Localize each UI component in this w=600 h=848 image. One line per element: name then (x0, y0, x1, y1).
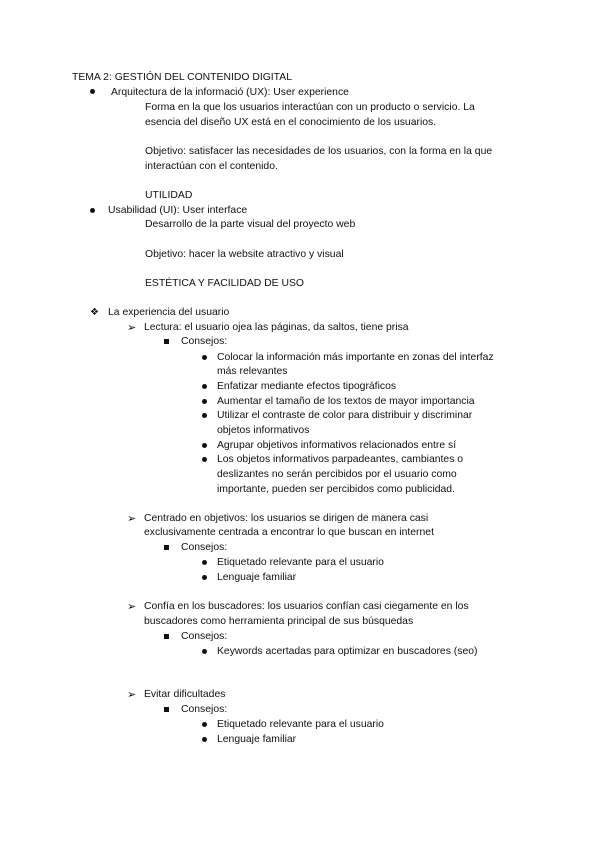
ux-objective-line: Objetivo: satisfacer las necesidades de los usuarios, con la forma en la que (145, 146, 493, 157)
bullet-dot-icon (202, 384, 207, 389)
consejos-label: Consejos: (181, 631, 228, 642)
list-item: importante, pueden ser percibidos como publicidad. (217, 484, 455, 495)
square-bullet-icon (164, 634, 169, 639)
list-item: Colocar la información más importante en zonas del interfaz (217, 352, 494, 363)
arrow-bullet-icon: ➢ (127, 600, 137, 613)
bullet-dot-icon (202, 355, 207, 360)
bullet-dot-icon (202, 575, 207, 580)
experience-heading: La experiencia del usuario (108, 307, 230, 318)
ux-paragraph-line: Forma en la que los usuarios interactúan con un producto o servicio. La (145, 102, 475, 113)
arrow-bullet-icon: ➢ (127, 688, 137, 701)
list-item: Agrupar objetivos informativos relacionados entre sí (217, 440, 457, 451)
confia-heading: Confía en los buscadores: los usuarios confían casi ciegamente en los (144, 601, 469, 612)
consejos-label: Consejos: (181, 704, 228, 715)
arrow-bullet-icon: ➢ (127, 512, 137, 525)
list-item: Utilizar el contraste de color para distribuir y discriminar (217, 410, 473, 421)
bullet-dot-icon (202, 737, 207, 742)
list-item: Los objetos informativos parpadeantes, cambiantes o (217, 454, 464, 465)
consejos-label: Consejos: (181, 336, 228, 347)
centrado-heading: Centrado en objetivos: los usuarios se dirigen de manera casi (144, 513, 429, 524)
bullet-dot-icon (202, 722, 207, 727)
ux-objective-line: interactúan con el contenido. (145, 161, 278, 172)
bullet-dot-icon (202, 443, 207, 448)
bullet-dot-icon (202, 457, 207, 462)
evitar-heading: Evitar dificultades (144, 689, 226, 700)
diamond-bullet-icon: ❖ (90, 307, 99, 318)
list-item: Keywords acertadas para optimizar en buscadores (seo) (217, 646, 478, 657)
bullet-dot-icon (202, 649, 207, 654)
arrow-bullet-icon: ➢ (127, 321, 137, 334)
confia-heading: buscadores como herramienta principal de sus búsquedas (144, 616, 414, 627)
list-item: Enfatizar mediante efectos tipográficos (217, 381, 397, 392)
page-title: TEMA 2: GESTIÓN DEL CONTENIDO DIGITAL (72, 72, 292, 83)
list-item: Lenguaje familiar (217, 734, 297, 745)
list-item: Etiquetado relevante para el usuario (217, 557, 384, 568)
bullet-dot-icon (90, 89, 95, 94)
square-bullet-icon (164, 339, 169, 344)
square-bullet-icon (164, 545, 169, 550)
consejos-label: Consejos: (181, 542, 228, 553)
list-item: objetos informativos (217, 425, 310, 436)
bullet-dot-icon (90, 208, 95, 213)
ui-heading: Usabilidad (UI): User interface (108, 205, 248, 216)
list-item: Lenguaje familiar (217, 572, 297, 583)
list-item: deslizantes no serán percibidos por el usuario como (217, 469, 457, 480)
ux-heading: Arquitectura de la informació (UX): User experience (111, 87, 349, 98)
ux-keyword: UTILIDAD (145, 190, 193, 201)
list-item: Aumentar el tamaño de los textos de mayor importancia (217, 396, 475, 407)
ui-paragraph: Desarrollo de la parte visual del proyecto web (145, 219, 356, 230)
bullet-dot-icon (202, 413, 207, 418)
ui-keyword: ESTÉTICA Y FACILIDAD DE USO (145, 278, 304, 289)
centrado-heading: exclusivamente centrada a encontrar lo que buscan en internet (144, 527, 434, 538)
list-item: más relevantes (217, 366, 288, 377)
list-item: Etiquetado relevante para el usuario (217, 719, 384, 730)
lectura-heading: Lectura: el usuario ojea las páginas, da saltos, tiene prisa (144, 322, 409, 333)
bullet-dot-icon (202, 399, 207, 404)
ux-paragraph-line: esencia del diseño UX está en el conocimiento de los usuarios. (145, 117, 437, 128)
square-bullet-icon (164, 707, 169, 712)
bullet-dot-icon (202, 560, 207, 565)
ui-objective: Objetivo: hacer la website atractivo y visual (145, 249, 344, 260)
